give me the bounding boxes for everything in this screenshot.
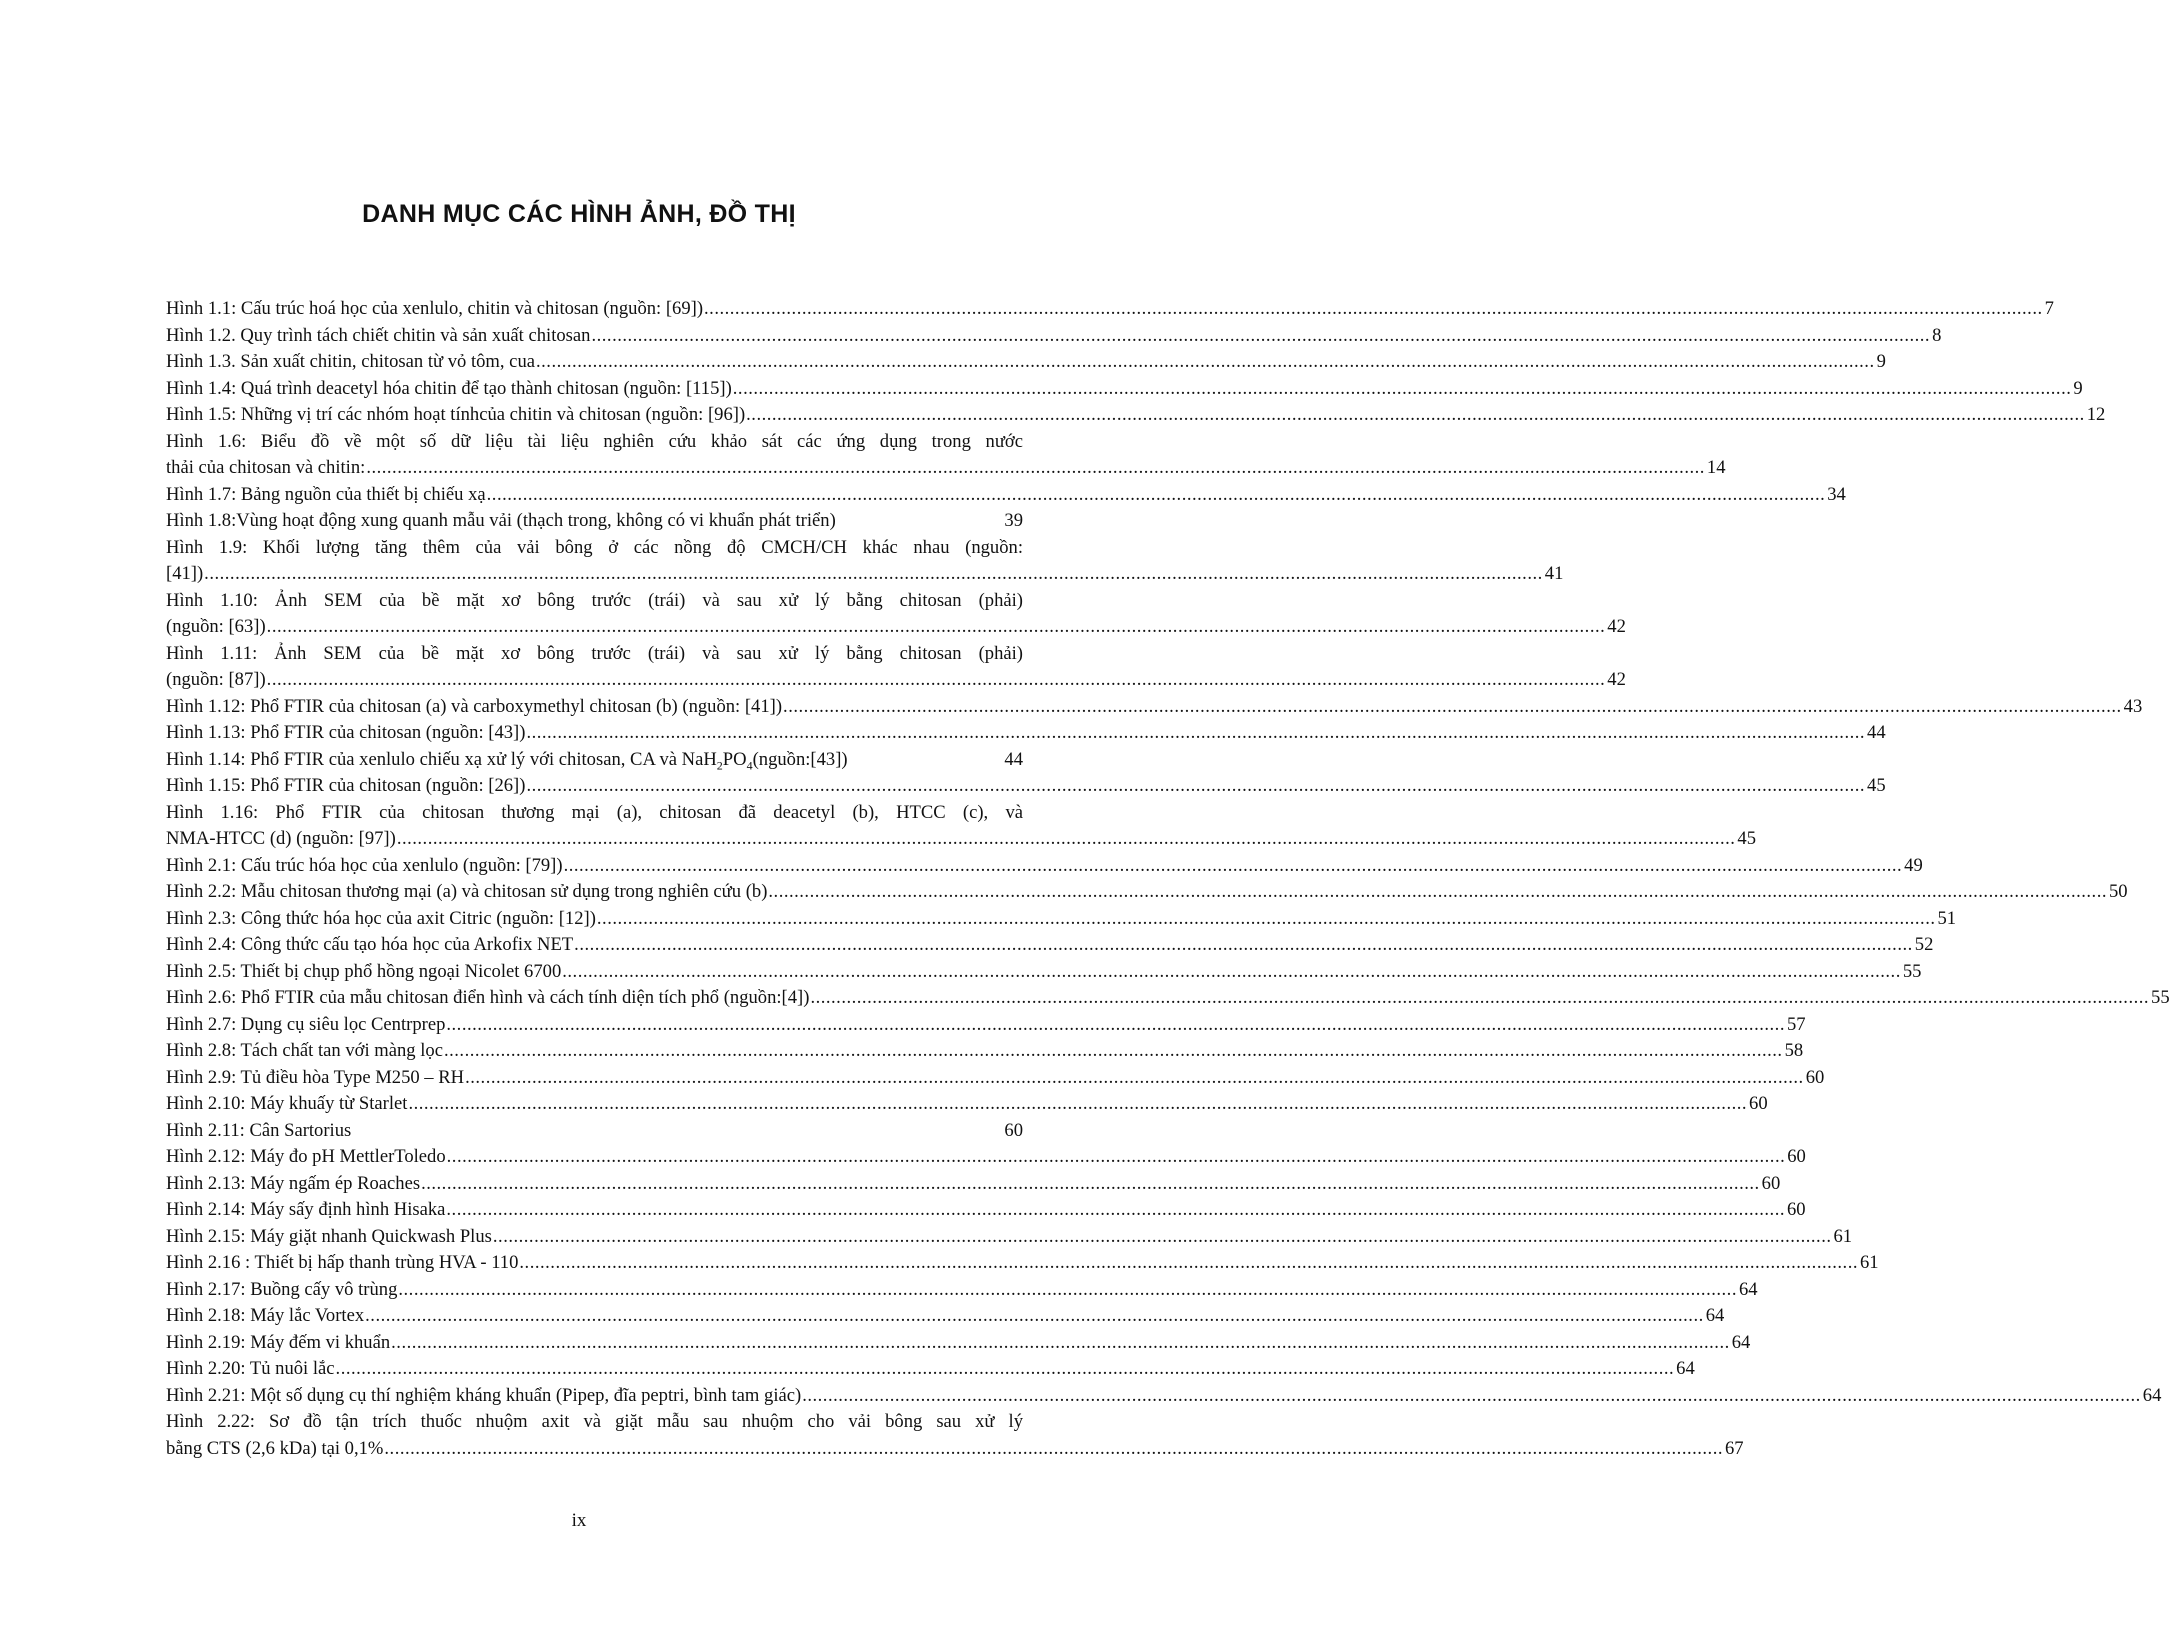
toc-entry-first-line: Hình 1.11: Ảnh SEM của bề mặt xơ bông trước (trái) và sau xử lý bằng chitosan (phải) <box>166 642 1023 664</box>
toc-page-number: 14 <box>1706 457 1726 478</box>
toc-entry[interactable] <box>166 879 2128 906</box>
toc-entry-title: Hình 1.3. Sản xuất chitin, chitosan từ vỏ tôm, cua <box>166 351 535 372</box>
dot-leader: .................................................................................................................................................................................................................................................................... <box>408 1093 1748 1114</box>
toc-entry[interactable] <box>166 1250 1879 1277</box>
toc-entry-first-line: Hình 1.10: Ảnh SEM của bề mặt xơ bông trước (trái) và sau xử lý bằng chitosan (phải) <box>166 589 1023 611</box>
toc-page-number: 9 <box>2073 377 2083 399</box>
toc-entry[interactable] <box>166 1038 1804 1065</box>
toc-page-number: 58 <box>1784 1040 1804 1061</box>
toc-page-number: 8 <box>1932 324 1942 346</box>
dot-leader: .................................................................................................................................................................................................................................................................... <box>446 1013 1785 1035</box>
toc-entry-title: Hình 2.19: Máy đếm vi khuẩn <box>166 1331 391 1353</box>
toc-entry[interactable] <box>166 588 1626 641</box>
toc-entry-title: Hình 2.10: Máy khuấy từ Starlet <box>166 1093 408 1114</box>
dot-leader: .................................................................................................................................................................................................................................................................... <box>810 987 2150 1008</box>
toc-entry[interactable] <box>166 985 2170 1012</box>
page-title: DANH MỤC CÁC HÌNH ẢNH, ĐỒ THỊ <box>362 200 796 228</box>
dot-leader: .................................................................................................................................................................................................................................................................... <box>596 907 1936 929</box>
toc-entry[interactable] <box>166 323 1942 350</box>
toc-entry[interactable] <box>166 1065 1825 1092</box>
dot-leader: .................................................................................................................................................................................................................................................................... <box>335 1358 1675 1379</box>
toc-entry-title: Hình 2.13: Máy ngấm ép Roaches <box>166 1172 421 1194</box>
toc-entry[interactable] <box>166 1197 1806 1224</box>
toc-page-number: 45 <box>1737 828 1756 849</box>
dot-leader: .................................................................................................................................................................................................................................................................... <box>746 404 2085 425</box>
toc-entry[interactable] <box>166 1409 1744 1462</box>
toc-entry-title: Hình 2.16 : Thiết bị hấp thanh trùng HVA - 110 <box>166 1252 519 1273</box>
dot-leader: .................................................................................................................................................................................................................................................................... <box>768 881 2107 902</box>
dot-leader: .................................................................................................................................................................................................................................................................... <box>204 563 1543 584</box>
toc-entry[interactable] <box>166 296 2054 323</box>
toc-page-number: 52 <box>1914 934 1934 955</box>
toc-entry[interactable] <box>166 1012 1806 1039</box>
toc-page-number: 60 <box>1749 1093 1768 1114</box>
toc-page-number: 43 <box>2123 695 2143 717</box>
dot-leader: .................................................................................................................................................................................................................................................................... <box>492 1225 1832 1247</box>
toc-entry[interactable] <box>166 1091 1768 1118</box>
toc-entry-title: Hình 2.14: Máy sấy định hình Hisaka <box>166 1199 446 1220</box>
toc-entry[interactable] <box>166 482 1846 509</box>
dot-leader: .................................................................................................................................................................................................................................................................... <box>365 1305 1704 1326</box>
toc-page-number: 64 <box>1705 1305 1725 1326</box>
dot-leader: .................................................................................................................................................................................................................................................................... <box>384 1437 1723 1459</box>
toc-page-number: 60 <box>1787 1199 1806 1220</box>
toc-page-number: 64 <box>1676 1358 1695 1379</box>
dot-leader: .................................................................................................................................................................................................................................................................... <box>391 1331 1730 1353</box>
toc-page-number: 9 <box>1876 351 1886 372</box>
dot-leader: .................................................................................................................................................................................................................................................................... <box>446 1199 1785 1220</box>
toc-entry[interactable] <box>166 800 1756 853</box>
dot-leader: .................................................................................................................................................................................................................................................................... <box>802 1384 2141 1406</box>
toc-entry-first-line: Hình 1.16: Phổ FTIR của chitosan thương mại (a), chitosan đã deacetyl (b), HTCC (c), và <box>166 801 1023 823</box>
toc-entry[interactable] <box>166 747 1023 774</box>
dot-leader: .................................................................................................................................................................................................................................................................... <box>704 298 2043 319</box>
toc-entry-title: Hình 1.13: Phổ FTIR của chitosan (nguồn: [43]) <box>166 722 526 743</box>
toc-page-number: 64 <box>1731 1331 1751 1353</box>
toc-page-number: 12 <box>2086 404 2106 425</box>
toc-entry[interactable] <box>166 508 1023 535</box>
toc-page-number: 7 <box>2044 298 2054 319</box>
page-number: ix <box>571 1510 587 1531</box>
dot-leader: .................................................................................................................................................................................................................................................................... <box>563 854 1903 876</box>
toc-page-number: 34 <box>1827 483 1846 505</box>
dot-leader: .................................................................................................................................................................................................................................................................... <box>783 695 2122 717</box>
toc-entry-title: NMA-HTCC (d) (nguồn: [97]) <box>166 828 396 849</box>
toc-entry-title: Hình 2.9: Tủ điều hòa Type M250 – RH <box>166 1066 465 1088</box>
toc-entry-title: Hình 2.18: Máy lắc Vortex <box>166 1305 365 1326</box>
toc-entry-title: Hình 1.14: Phổ FTIR của xenlulo chiếu xạ xử lý với chitosan, CA và $NaH_2PO_4(nguồn:[43])$ <box>166 748 848 773</box>
toc-entry[interactable] <box>166 349 1886 376</box>
toc-entry-title: Hình 2.7: Dụng cụ siêu lọc Centrprep <box>166 1013 446 1035</box>
dot-leader: .................................................................................................................................................................................................................................................................... <box>519 1252 1858 1273</box>
toc-entry-title: bằng CTS (2,6 kDa) tại 0,1% <box>166 1437 384 1459</box>
toc-page-number: 55 <box>2151 987 2170 1008</box>
toc-entry-title: Hình 1.8:Vùng hoạt động xung quanh mẫu vải (thạch trong, không có vi khuẩn phát triển) <box>166 510 836 531</box>
dot-leader: .................................................................................................................................................................................................................................................................... <box>396 828 1736 849</box>
dot-leader: .................................................................................................................................................................................................................................................................... <box>266 616 1606 637</box>
toc-page-number: 60 <box>1004 1119 1023 1141</box>
toc-entry-title: Hình 2.6: Phổ FTIR của mẫu chitosan điển hình và cách tính diện tích phổ (nguồn:[4]) <box>166 987 810 1008</box>
toc-page-number: 51 <box>1937 907 1957 929</box>
toc-entry-title: Hình 1.5: Những vị trí các nhóm hoạt tínhcủa chitin và chitosan (nguồn: [96]) <box>166 404 746 425</box>
toc-entry-title: [41]) <box>166 563 204 584</box>
toc-entry[interactable] <box>166 906 1957 933</box>
toc-entry[interactable] <box>166 853 1923 880</box>
toc-entry-first-line: Hình 1.9: Khối lượng tăng thêm của vải bông ở các nồng độ CMCH/CH khác nhau (nguồn: <box>166 536 1023 558</box>
toc-entry[interactable] <box>166 1224 1853 1251</box>
toc-page-number: 41 <box>1544 563 1564 584</box>
toc-entry-title: Hình 1.4: Quá trình deacetyl hóa chitin để tạo thành chitosan (nguồn: [115]) <box>166 377 732 399</box>
toc-entry-title: Hình 2.4: Công thức cấu tạo hóa học của Arkofix NET <box>166 934 574 955</box>
toc-page-number: 50 <box>2108 881 2128 902</box>
toc-entry-first-line: Hình 2.22: Sơ đồ tận trích thuốc nhuộm axit và giặt mẫu sau nhuộm cho vải bông sau xử lý <box>166 1411 1023 1432</box>
toc-page-number: 60 <box>1787 1146 1806 1167</box>
toc-page-number: 45 <box>1867 775 1886 796</box>
dot-leader: .................................................................................................................................................................................................................................................................... <box>591 324 1931 346</box>
toc-entry-title: Hình 2.2: Mẫu chitosan thương mại (a) và chitosan sử dụng trong nghiên cứu (b) <box>166 881 768 902</box>
toc-entry-title: Hình 2.8: Tách chất tan với màng lọc <box>166 1040 443 1061</box>
dot-leader: .................................................................................................................................................................................................................................................................... <box>421 1172 1760 1194</box>
dot-leader: .................................................................................................................................................................................................................................................................... <box>443 1040 1783 1061</box>
toc-page-number: 67 <box>1725 1437 1744 1459</box>
figure-list <box>166 296 2170 1462</box>
dot-leader: .................................................................................................................................................................................................................................................................... <box>446 1146 1786 1167</box>
toc-page-number: 61 <box>1860 1252 1879 1273</box>
toc-entry[interactable] <box>166 429 1726 482</box>
toc-entry[interactable] <box>166 1383 2162 1410</box>
dot-leader: .................................................................................................................................................................................................................................................................... <box>366 457 1705 478</box>
dot-leader: .................................................................................................................................................................................................................................................................... <box>732 377 2072 399</box>
toc-entry[interactable] <box>166 376 2083 403</box>
toc-entry-title: Hình 2.17: Buồng cấy vô trùng <box>166 1278 398 1300</box>
dot-leader: .................................................................................................................................................................................................................................................................... <box>574 934 1913 955</box>
toc-entry[interactable] <box>166 1144 1806 1171</box>
toc-page-number: 39 <box>1004 510 1023 531</box>
toc-page-number: 61 <box>1833 1225 1853 1247</box>
dot-leader: .................................................................................................................................................................................................................................................................... <box>486 483 1826 505</box>
toc-entry-first-line: Hình 1.6: Biểu đồ về một số dữ liệu tài liệu nghiên cứu khảo sát các ứng dụng trong nước <box>166 430 1023 452</box>
toc-entry[interactable] <box>166 720 1886 747</box>
toc-page-number: 64 <box>1738 1278 1758 1300</box>
toc-entry-title: Hình 1.1: Cấu trúc hoá học của xenlulo, chitin và chitosan (nguồn: [69]) <box>166 298 704 319</box>
toc-entry-title: Hình 2.15: Máy giặt nhanh Quickwash Plus <box>166 1225 492 1247</box>
dot-leader: .................................................................................................................................................................................................................................................................... <box>536 351 1875 372</box>
toc-entry-title: (nguồn: [63]) <box>166 616 266 637</box>
toc-entry[interactable] <box>166 1303 1725 1330</box>
toc-entry[interactable] <box>166 402 2106 429</box>
toc-entry[interactable] <box>166 773 1886 800</box>
toc-entry-title: Hình 1.2. Quy trình tách chiết chitin và sản xuất chitosan <box>166 324 591 346</box>
toc-entry[interactable] <box>166 1118 1023 1145</box>
dot-leader: .................................................................................................................................................................................................................................................................... <box>526 775 1866 796</box>
toc-entry-title: Hình 2.11: Cân Sartorius <box>166 1119 352 1141</box>
toc-entry-title: (nguồn: [87]) <box>166 669 266 690</box>
toc-page-number: 64 <box>2142 1384 2162 1406</box>
dot-leader: .................................................................................................................................................................................................................................................................... <box>526 722 1866 743</box>
toc-entry-title: Hình 1.7: Bảng nguồn của thiết bị chiếu xạ <box>166 483 486 505</box>
dot-leader: .................................................................................................................................................................................................................................................................... <box>398 1278 1737 1300</box>
toc-entry[interactable] <box>166 1330 1751 1357</box>
toc-entry[interactable] <box>166 1277 1758 1304</box>
toc-entry[interactable] <box>166 1171 1781 1198</box>
toc-page-number: 55 <box>1902 960 1922 982</box>
toc-entry[interactable] <box>166 641 1626 694</box>
toc-entry[interactable] <box>166 959 1922 986</box>
toc-entry-title: Hình 2.20: Tủ nuôi lắc <box>166 1358 335 1379</box>
toc-entry-title: Hình 1.15: Phổ FTIR của chitosan (nguồn: [26]) <box>166 775 526 796</box>
toc-entry-title: Hình 1.12: Phổ FTIR của chitosan (a) và carboxymethyl chitosan (b) (nguồn: [41]) <box>166 695 783 717</box>
toc-entry-title: Hình 2.3: Công thức hóa học của axit Citric (nguồn: [12]) <box>166 907 596 929</box>
dot-leader: .................................................................................................................................................................................................................................................................... <box>266 669 1606 690</box>
toc-page-number: 42 <box>1607 669 1626 690</box>
toc-page-number: 57 <box>1786 1013 1806 1035</box>
toc-entry[interactable] <box>166 694 2143 721</box>
dot-leader: .................................................................................................................................................................................................................................................................... <box>465 1066 1804 1088</box>
toc-page-number: 49 <box>1904 854 1923 876</box>
toc-page-number: 60 <box>1761 1172 1781 1194</box>
toc-entry[interactable] <box>166 932 1934 959</box>
toc-page-number: 60 <box>1805 1066 1825 1088</box>
toc-page-number: 44 <box>1867 722 1886 743</box>
toc-entry[interactable] <box>166 1356 1695 1383</box>
dot-leader: .................................................................................................................................................................................................................................................................... <box>562 960 1901 982</box>
toc-page-number: 44 <box>1004 748 1023 770</box>
toc-entry-title: Hình 2.12: Máy đo pH MettlerToledo <box>166 1146 446 1167</box>
toc-entry-title: Hình 2.21: Một số dụng cụ thí nghiệm kháng khuẩn (Pipep, đĩa peptri, bình tam giác) <box>166 1384 802 1406</box>
toc-entry-title: Hình 2.5: Thiết bị chụp phổ hồng ngoại Nicolet 6700 <box>166 960 562 982</box>
toc-entry[interactable] <box>166 535 1564 588</box>
toc-entry-title: thải của chitosan và chitin: <box>166 457 366 478</box>
toc-page-number: 42 <box>1607 616 1626 637</box>
toc-entry-title: Hình 2.1: Cấu trúc hóa học của xenlulo (nguồn: [79]) <box>166 854 563 876</box>
